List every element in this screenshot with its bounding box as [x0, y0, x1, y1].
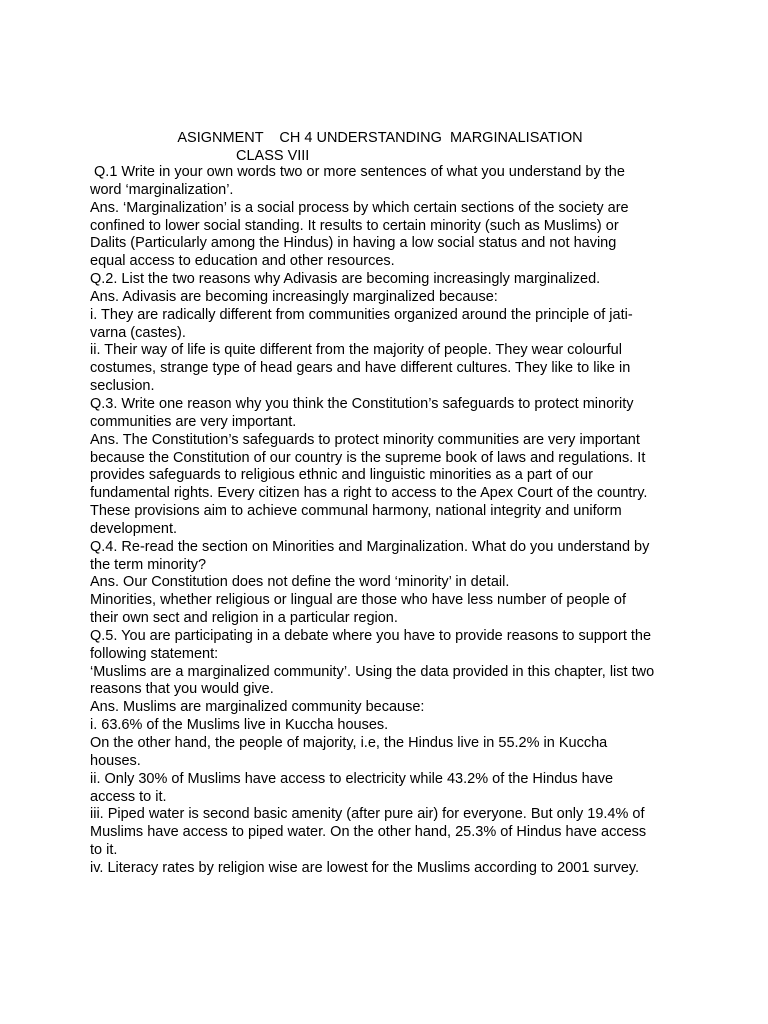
- text-line: On the other hand, the people of majority, i.e, the Hindus live in 55.2% in Kuccha: [90, 735, 608, 751]
- text-line: varna (castes).: [90, 324, 186, 341]
- text-line: Ans. Adivasis are becoming increasingly marginalized because:: [90, 288, 498, 305]
- text-line: iii. Piped water is second basic amenity (after pure air) for everyone. But only 19.4% of: [90, 806, 645, 823]
- text-line: word ‘marginalization’.: [90, 181, 234, 198]
- text-line: i. 63.6% of the Muslims live in Kuccha houses.: [90, 717, 389, 734]
- text-line: Ans. Muslims are marginalized community because:: [90, 699, 425, 716]
- text-line: ‘Muslims are a marginalized community’. Using the data provided in this chapter, list two: [90, 663, 655, 680]
- text-line: Q.1 Write in your own words two or more sentences of what you understand by the: [90, 164, 625, 180]
- text-line: i. They are radically different from communities organized around the principle of jati-: [90, 306, 633, 323]
- text-line: reasons that you would give.: [90, 681, 274, 698]
- text-line: Minorities, whether religious or lingual are those who have less number of people of: [90, 592, 626, 609]
- text-line: confined to lower social standing. It results to certain minority (such as Muslims) or: [90, 217, 619, 234]
- text-line: equal access to education and other resources.: [90, 253, 395, 270]
- text-line: the term minority?: [90, 556, 207, 573]
- text-line: Ans. Our Constitution does not define the word ‘minority’ in detail.: [90, 574, 510, 591]
- text-line: ii. Only 30% of Muslims have access to electricity while 43.2% of the Hindus have: [90, 770, 614, 787]
- text-line: These provisions aim to achieve communal harmony, national integrity and uniform: [90, 503, 622, 520]
- text-line: Q.2. List the two reasons why Adivasis are becoming increasingly marginalized.: [90, 271, 601, 288]
- text-line: Dalits (Particularly among the Hindus) in having a low social status and not having: [90, 235, 617, 252]
- text-line: ii. Their way of life is quite different from the majority of people. They wear colourful: [90, 342, 622, 359]
- text-line: development.: [90, 520, 178, 537]
- class-label-text: CLASS VIII: [236, 148, 310, 164]
- text-line: seclusion.: [90, 378, 155, 395]
- text-line: to it.: [90, 842, 118, 859]
- assignment-title: ASIGNMENT CH 4 UNDERSTANDING MARGINALISATION: [177, 130, 583, 146]
- text-line: iv. Literacy rates by religion wise are lowest for the Muslims according to 2001 survey.: [90, 859, 640, 876]
- text-line: Muslims have access to piped water. On the other hand, 25.3% of Hindus have access: [90, 824, 647, 841]
- text-line: Ans. ‘Marginalization’ is a social process by which certain sections of the society are: [90, 199, 629, 216]
- text-line: Q.4. Re-read the section on Minorities and Marginalization. What do you understand by: [90, 538, 650, 555]
- text-line: houses.: [90, 752, 141, 769]
- text-line: Q.3. Write one reason why you think the Constitution’s safeguards to protect minority: [90, 395, 634, 412]
- text-line: provides safeguards to religious ethnic and linguistic minorities as a part of our: [90, 467, 593, 484]
- text-line: Ans. The Constitution’s safeguards to protect minority communities are very important: [90, 431, 640, 448]
- text-line: their own sect and religion in a particular region.: [90, 610, 398, 627]
- assignment-body: [90, 164, 690, 878]
- text-line: following statement:: [90, 645, 219, 662]
- text-line: costumes, strange type of head gears and have different cultures. They like to like in: [90, 360, 631, 377]
- text-line: fundamental rights. Every citizen has a right to access to the Apex Court of the country.: [90, 485, 648, 502]
- text-line: because the Constitution of our country is the supreme book of laws and regulations. It: [90, 449, 646, 466]
- text-line: access to it.: [90, 788, 167, 805]
- text-line: communities are very important.: [90, 413, 297, 430]
- text-line: Q.5. You are participating in a debate where you have to provide reasons to support the: [90, 627, 652, 644]
